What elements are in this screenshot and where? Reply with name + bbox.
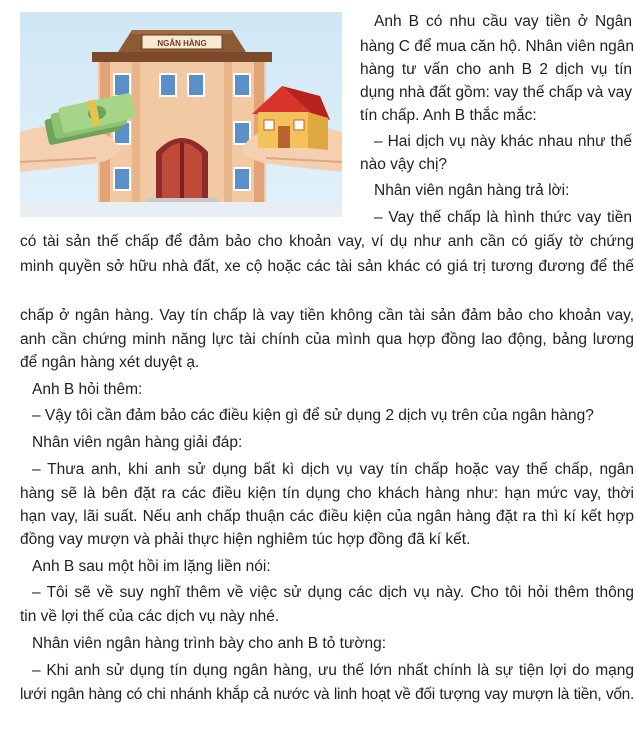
text-line: đồng vay mượn và phải thực hiện nghiêm túc hợp đồng đã kí kết. <box>20 531 471 548</box>
text-line: minh quyền sở hữu nhà đất, xe cộ hoặc các tài sản khác có giá trị tương đương để thế <box>20 258 634 275</box>
text-line: Nhân viên ngân hàng trả lời: <box>374 182 570 199</box>
text-line: Anh B hỏi thêm: <box>32 381 143 398</box>
text-line: hàng sẽ là bên đặt ra các điều kiện tín dụng cho khách hàng như: hạn mức vay, thời <box>20 485 634 502</box>
text-line: hạn vay, lãi suất. Nếu anh chấp thuận các điều kiện của ngân hàng đặt ra thì kí kết hợp <box>20 508 634 525</box>
text-line: lưới ngân hàng có chi nhánh khắp cả nước và linh hoạt về đối tượng vay mượn là tiền, vốn. <box>20 686 634 703</box>
text-line: tin về lợi thế của các dịch vụ này nhé. <box>20 608 280 625</box>
text-line: – Tôi sẽ về suy nghĩ thêm về việc sử dụng các dịch vụ này. Cho tôi hỏi thêm thông <box>32 584 634 601</box>
text-line: có tài sản thế chấp để đảm bảo cho khoản vay, ví dụ như anh cần có giấy tờ chứng <box>20 233 634 250</box>
text-line: hàng tư vấn cho anh B 2 dịch vụ tín <box>360 61 632 78</box>
text-line: – Khi anh sử dụng tín dụng ngân hàng, ưu thế lớn nhất chính là sự tiện lợi do mạng <box>32 662 634 679</box>
bank-illustration <box>20 12 342 217</box>
text-line: hàng C để mua căn hộ. Nhân viên ngân <box>360 38 635 55</box>
text-line: Nhân viên ngân hàng giải đáp: <box>32 434 243 451</box>
text-line: Nhân viên ngân hàng trình bày cho anh B tỏ tường: <box>32 635 387 652</box>
text-line: – Hai dịch vụ này khác nhau như thế <box>374 133 632 150</box>
text-line: – Vậy tôi cần đảm bảo các điều kiện gì để sử dụng 2 dịch vụ trên của ngân hàng? <box>32 407 594 424</box>
text-line: anh cần chứng minh năng lực tài chính của mình qua hợp đồng lao động, bảng lương <box>20 331 634 348</box>
text-line: tín chấp. Anh B thắc mắc: <box>360 107 537 124</box>
bank-sign-text: NGÂN HÀNG <box>157 39 207 48</box>
text-line: Anh B có nhu cầu vay tiền ở Ngân <box>374 13 632 30</box>
text-line: để ngân hàng xét duyệt ạ. <box>20 354 200 371</box>
text-line: dụng nhà đất gồm: vay thế chấp và vay <box>360 84 632 101</box>
text-line: Anh B sau một hồi im lặng liền nói: <box>32 558 271 575</box>
text-line: nào vậy chị? <box>360 156 448 173</box>
text-line: chấp ở ngân hàng. Vay tín chấp là vay tiền không cần tài sản đảm bảo cho khoản vay, <box>20 307 634 324</box>
text-line: – Thưa anh, khi anh sử dụng bất kì dịch vụ vay tín chấp hoặc vay thế chấp, ngân <box>32 461 634 478</box>
text-line: – Vay thế chấp là hình thức vay tiền <box>374 209 632 226</box>
